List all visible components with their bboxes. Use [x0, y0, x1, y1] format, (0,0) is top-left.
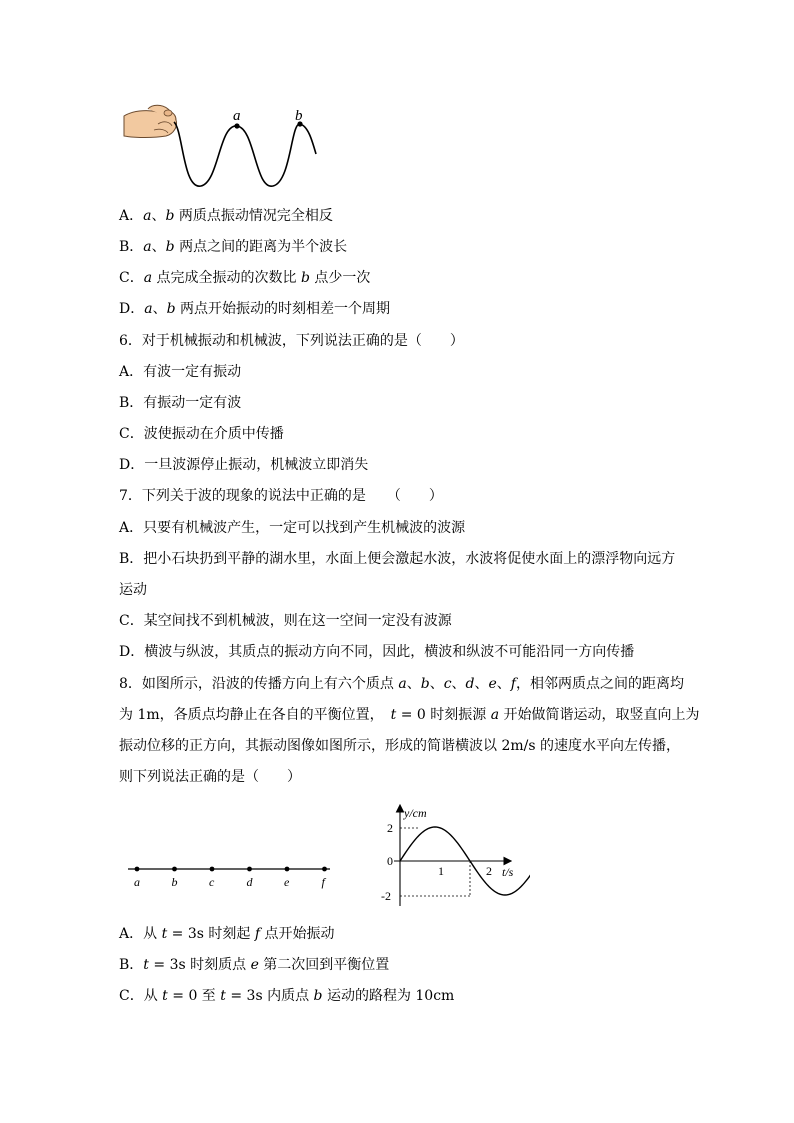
q8-option-a: A．从 t = 3s 时刻起 f 点开始振动 [119, 926, 335, 942]
q6-option-b: B．有振动一定有波 [119, 395, 242, 411]
y-tick-2: 2 [387, 821, 393, 835]
q5-option-a: A．a、b 两质点振动情况完全相反 [119, 208, 333, 224]
y-tick-0: 0 [387, 854, 393, 868]
particle-label-a: a [134, 875, 140, 889]
particle-point-b [172, 867, 177, 872]
particle-point-a [135, 867, 140, 872]
particle-point-d [247, 867, 252, 872]
vibration-graph [360, 800, 530, 910]
y-axis-label: y/cm [404, 806, 427, 820]
q8-stem-line4: 则下列说法正确的是（ ） [119, 769, 301, 785]
q5-option-b: B．a、b 两点之间的距离为半个波长 [119, 239, 348, 255]
x-tick-2: 2 [486, 864, 492, 878]
q7-option-b-cont: 运动 [119, 582, 147, 598]
particle-point-c [210, 867, 215, 872]
particle-label-d: d [246, 875, 253, 889]
q8-option-b: B．t = 3s 时刻质点 e 第二次回到平衡位置 [119, 957, 390, 973]
point-a-label: a [233, 108, 241, 124]
q8-stem-line1: 8．如图所示，沿波的传播方向上有六个质点 a、b、c、d、e、f，相邻两质点之间的距离均 [119, 676, 684, 692]
q7-option-d: D．横波与纵波，其质点的振动方向不同，因此，横波和纵波不可能沿同一方向传播 [119, 644, 635, 660]
rope-wave-figure [118, 100, 328, 195]
particle-point-f [322, 867, 327, 872]
hand-illustration [124, 105, 177, 137]
q8-option-c: C．从 t = 0 至 t = 3s 内质点 b 运动的路程为 10cm [119, 988, 455, 1004]
q7-stem: 7．下列关于波的现象的说法中正确的是 （ ） [119, 488, 443, 504]
q7-option-c: C．某空间找不到机械波，则在这一空间一定没有波源 [119, 613, 452, 629]
q6-option-d: D．一旦波源停止振动，机械波立即消失 [119, 457, 369, 473]
q7-option-a: A．只要有机械波产生，一定可以找到产生机械波的波源 [119, 520, 466, 536]
particle-point-e [285, 867, 290, 872]
q6-option-c: C．波使振动在介质中传播 [119, 426, 284, 442]
q5-option-c: C．a 点完成全振动的次数比 b 点少一次 [119, 270, 371, 286]
q8-stem-line3: 振动位移的正方向，其振动图像如图所示，形成的简谐横波以 2m/s 的速度水平向左传播， [119, 738, 680, 754]
particle-label-b: b [171, 875, 178, 889]
x-axis-label: t/s [502, 865, 514, 879]
q5-option-d: D．a、b 两点开始振动的时刻相差一个周期 [119, 301, 391, 317]
particle-label-c: c [209, 875, 215, 889]
point-b-label: b [295, 108, 303, 124]
particle-label-f: f [321, 875, 325, 889]
q6-stem: 6．对于机械振动和机械波，下列说法正确的是（ ） [119, 333, 464, 349]
y-tick-neg2: -2 [381, 889, 391, 903]
q7-option-b: B．把小石块扔到平静的湖水里，水面上便会激起水波，水波将促使水面上的漂浮物向远方 [119, 551, 676, 567]
rope-wave [174, 122, 316, 186]
x-tick-1: 1 [438, 864, 444, 878]
q8-stem-line2: 为 1m，各质点均静止在各自的平衡位置， t = 0 时刻振源 a 开始做简谐运动，取竖直向上为 [119, 707, 700, 723]
particle-label-e: e [284, 875, 290, 889]
particle-line-figure [120, 858, 340, 892]
point-a-dot [234, 123, 239, 128]
q6-option-a: A．有波一定有振动 [119, 364, 242, 380]
